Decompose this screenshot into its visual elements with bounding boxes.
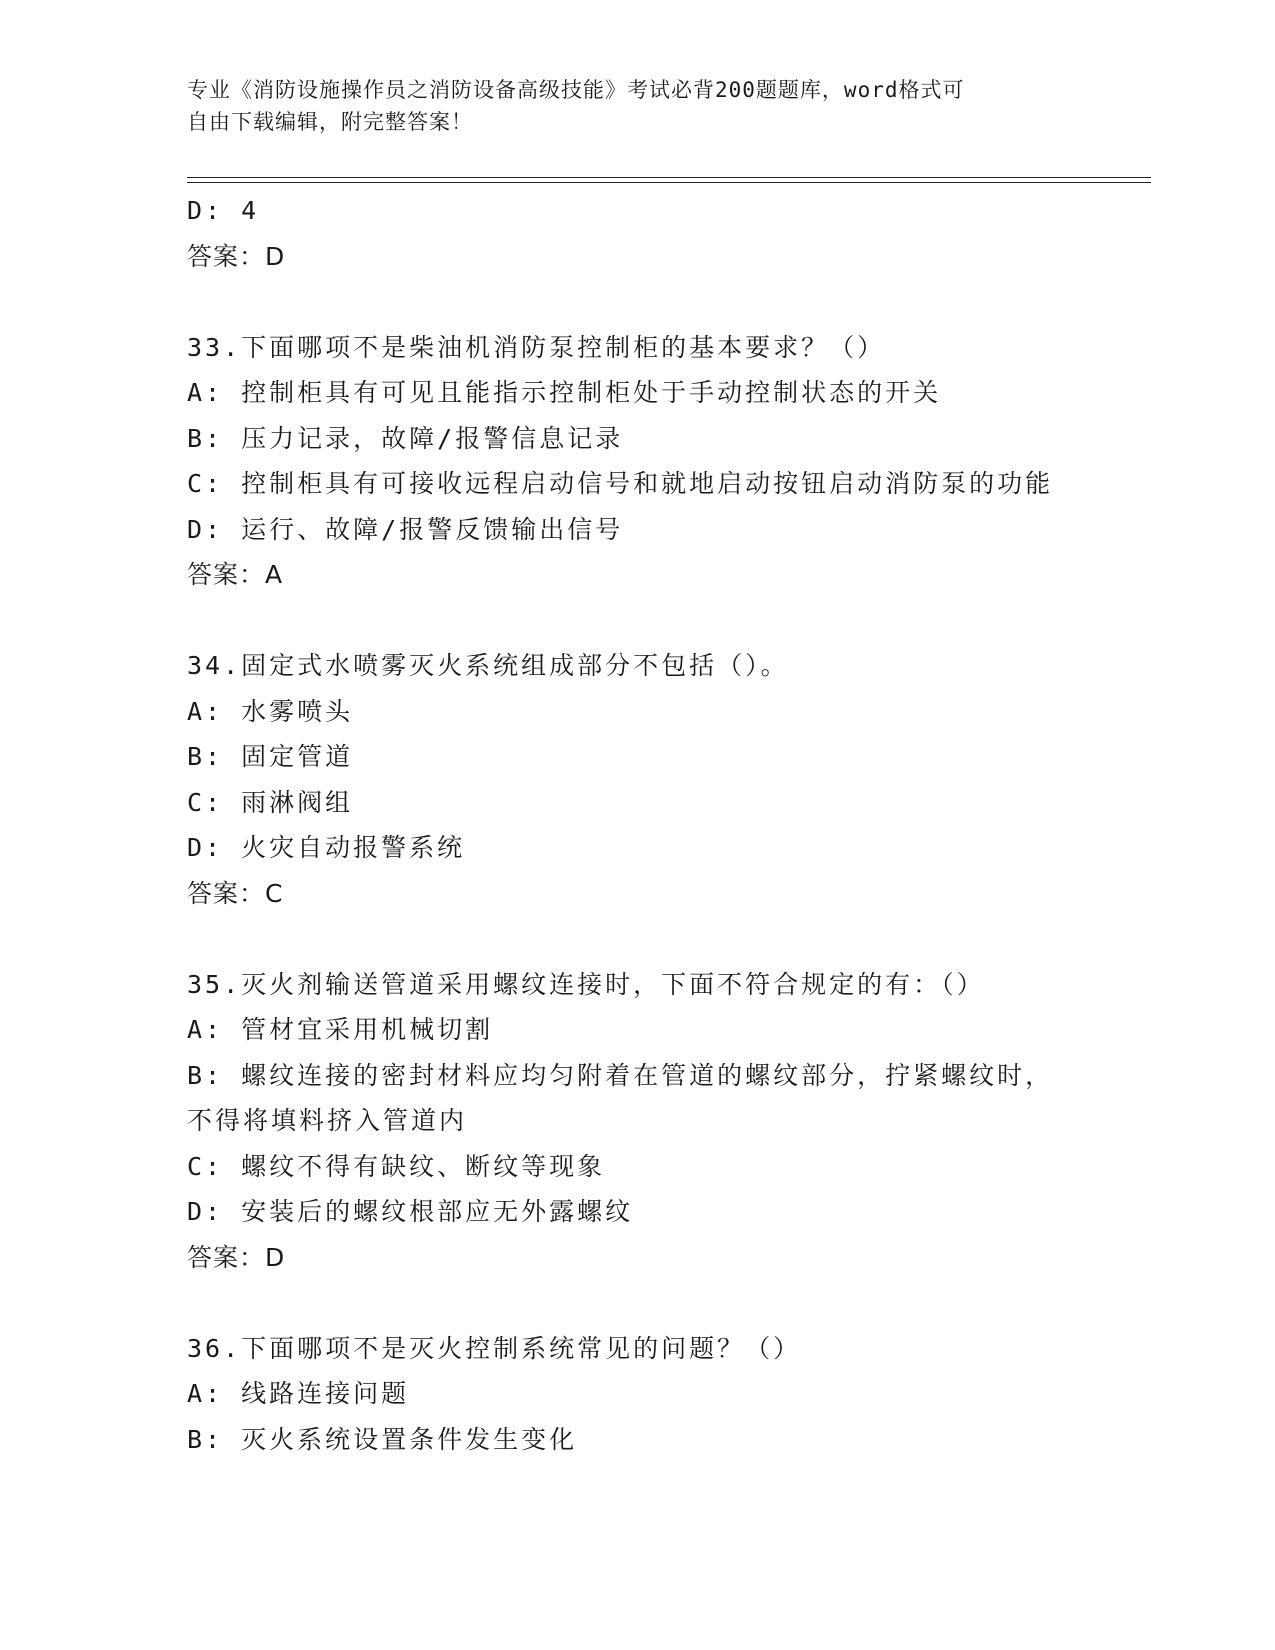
option-line: B: 固定管道 xyxy=(187,742,354,771)
option-line: A: 水雾喷头 xyxy=(187,696,354,726)
option-line: C: 雨淋阀组 xyxy=(187,787,354,817)
spacer xyxy=(187,598,1087,644)
question-stem: 36.下面哪项不是灭火控制系统常见的问题？（） xyxy=(187,1333,802,1363)
question-list xyxy=(187,188,1087,1462)
option-line: D: 运行、故障/报警反馈输出信号 xyxy=(187,514,624,544)
question-33 xyxy=(187,325,1087,598)
answer-line: 答案：C xyxy=(187,878,284,908)
header-line-1: 专业《消防设施操作员之消防设备高级技能》考试必背200题题库，word格式可 xyxy=(187,78,965,102)
question-34 xyxy=(187,643,1087,916)
header-divider-bottom xyxy=(187,182,1151,183)
header-divider-top xyxy=(187,177,1151,178)
option-line: C: 控制柜具有可接收远程启动信号和就地启动按钮启动消防泵的功能 xyxy=(187,469,1054,498)
option-line-continued: 不得将填料挤入管道内 xyxy=(187,1106,468,1135)
document-header xyxy=(187,74,1067,138)
question-stem: 35.灭火剂输送管道采用螺纹连接时，下面不符合规定的有：（） xyxy=(187,969,985,999)
option-line: A: 线路连接问题 xyxy=(187,1379,410,1408)
option-line: B: 压力记录，故障/报警信息记录 xyxy=(187,423,624,453)
answer-line: 答案：A xyxy=(187,560,284,589)
option-line: A: 控制柜具有可见且能指示控制柜处于手动控制状态的开关 xyxy=(187,378,942,407)
option-line: A: 管材宜采用机械切割 xyxy=(187,1015,494,1044)
option-line: B: 螺纹连接的密封材料应均匀附着在管道的螺纹部分，拧紧螺纹时， xyxy=(187,1060,1054,1090)
spacer xyxy=(187,1280,1087,1326)
question-stem: 34.固定式水喷雾灭火系统组成部分不包括（）。 xyxy=(187,651,789,680)
option-line: C: 螺纹不得有缺纹、断纹等现象 xyxy=(187,1151,606,1181)
header-line-2: 自由下载编辑，附完整答案！ xyxy=(187,110,473,134)
question-36 xyxy=(187,1326,1087,1463)
option-line: D: 安装后的螺纹根部应无外露螺纹 xyxy=(187,1197,634,1226)
option-line: B: 灭火系统设置条件发生变化 xyxy=(187,1424,578,1454)
spacer xyxy=(187,916,1087,962)
option-line: D: 火灾自动报警系统 xyxy=(187,833,466,862)
answer-line: 答案：D xyxy=(187,241,286,271)
option-line: D: 4 xyxy=(187,196,260,225)
question-35 xyxy=(187,962,1087,1281)
question-stem: 33.下面哪项不是柴油机消防泵控制柜的基本要求？（） xyxy=(187,332,886,362)
spacer xyxy=(187,279,1087,325)
answer-line: 答案：D xyxy=(187,1242,286,1272)
